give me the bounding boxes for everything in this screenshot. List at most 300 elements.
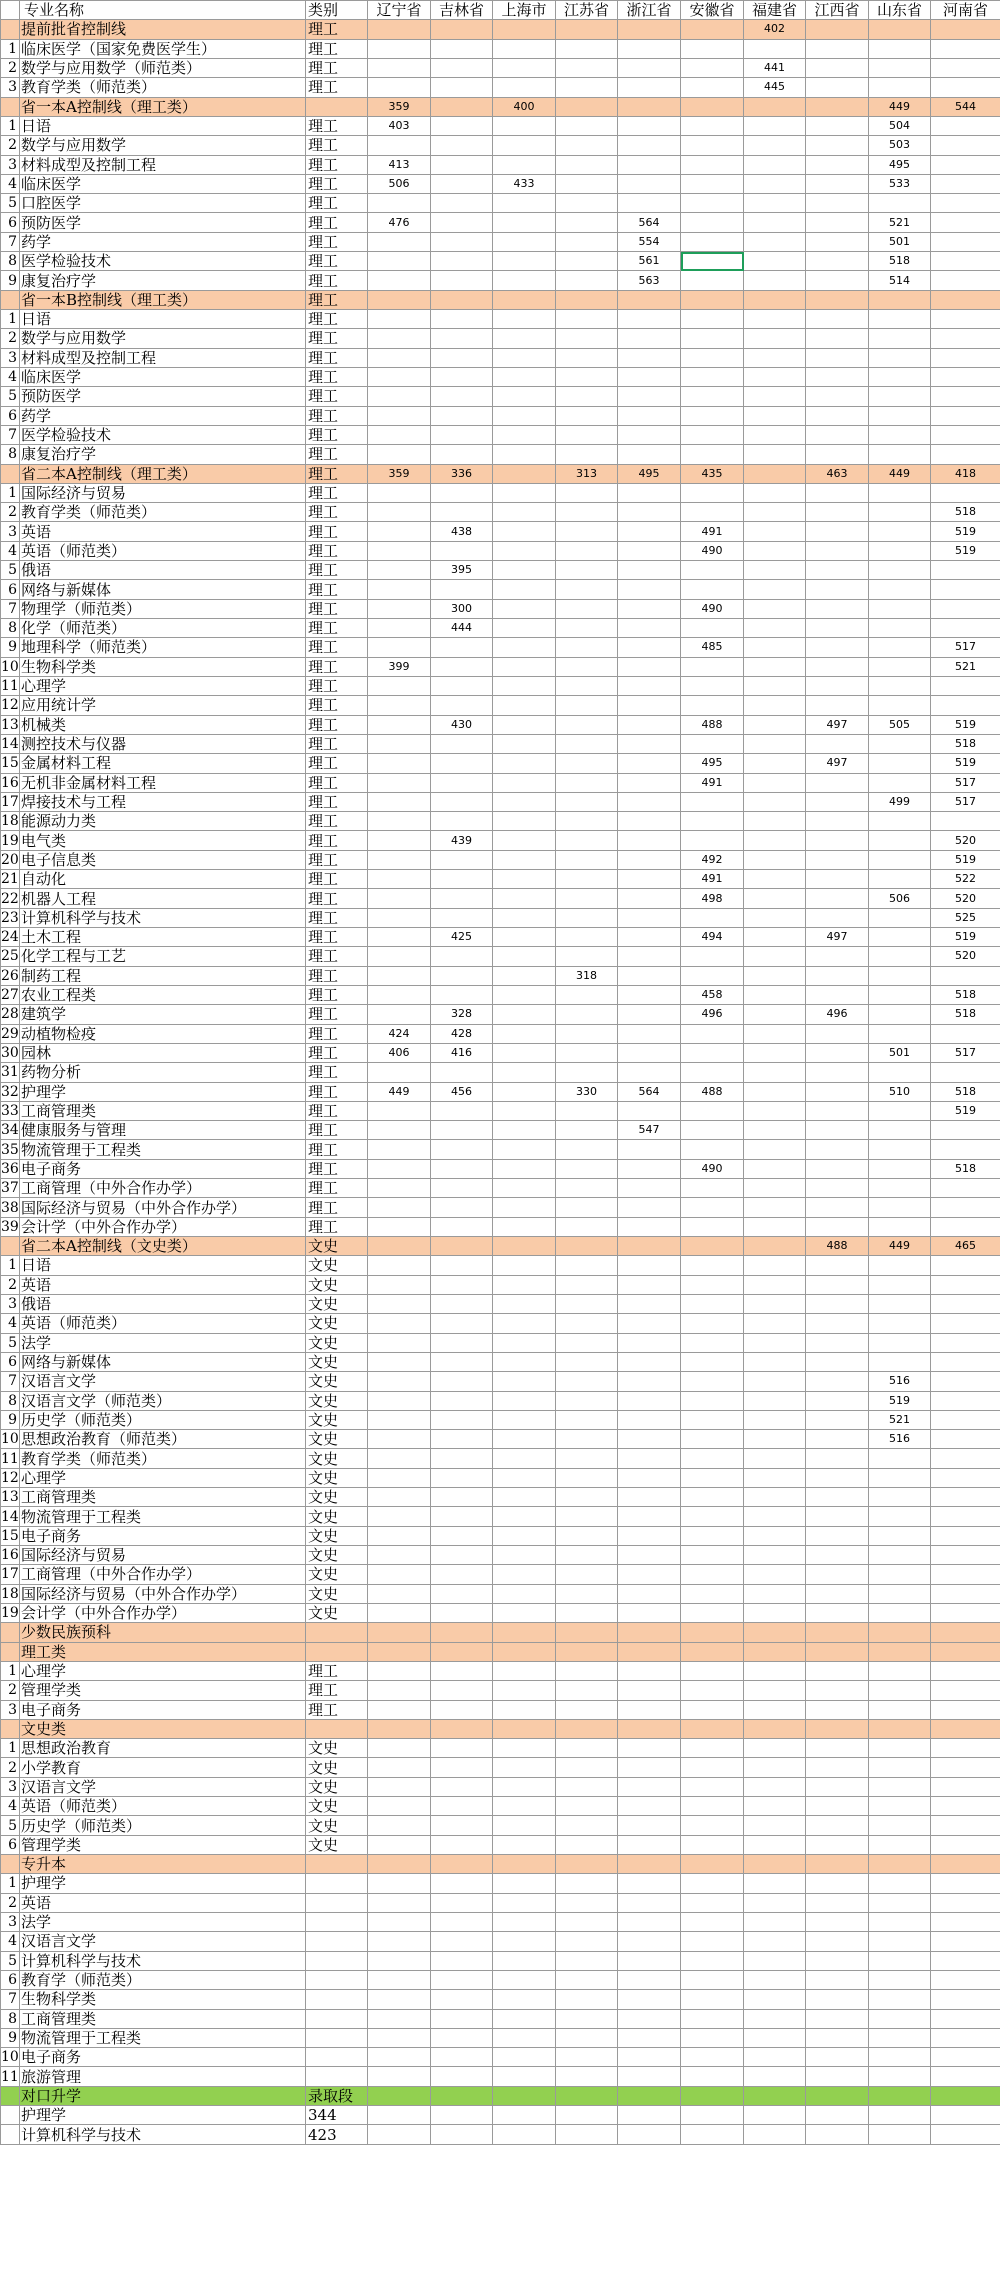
score-cell[interactable]: 445 — [744, 78, 806, 97]
score-cell[interactable] — [431, 155, 493, 174]
category-cell[interactable] — [306, 2067, 368, 2086]
score-cell[interactable] — [681, 387, 744, 406]
major-name-cell[interactable]: 英语（师范类） — [20, 541, 306, 560]
score-cell[interactable]: 564 — [618, 1082, 681, 1101]
score-cell[interactable] — [744, 2028, 806, 2047]
score-cell[interactable] — [931, 252, 1000, 271]
score-cell[interactable] — [493, 406, 556, 425]
score-cell[interactable] — [931, 1758, 1000, 1777]
score-cell[interactable] — [931, 1719, 1000, 1738]
score-cell[interactable] — [618, 541, 681, 560]
score-cell[interactable] — [681, 1681, 744, 1700]
row-number-cell[interactable]: 2 — [1, 1893, 20, 1912]
row-number-cell[interactable]: 1 — [1, 1739, 20, 1758]
score-cell[interactable] — [368, 908, 431, 927]
score-cell[interactable] — [368, 1835, 431, 1854]
row-number-cell[interactable]: 11 — [1, 2068, 19, 2085]
major-name-cell[interactable]: 电气类 — [20, 831, 306, 850]
score-cell[interactable] — [368, 1314, 431, 1333]
major-name-cell[interactable]: 国际经济与贸易（中外合作办学） — [20, 1584, 306, 1603]
score-cell[interactable] — [618, 1314, 681, 1333]
score-cell[interactable] — [931, 116, 1000, 135]
score-cell[interactable] — [869, 599, 931, 618]
score-cell[interactable] — [431, 1951, 493, 1970]
score-cell[interactable] — [681, 1719, 744, 1738]
score-cell[interactable] — [556, 1352, 618, 1371]
score-cell[interactable] — [806, 1101, 869, 1120]
score-cell[interactable] — [806, 1719, 869, 1738]
score-cell[interactable] — [368, 522, 431, 541]
score-cell[interactable] — [681, 792, 744, 811]
score-cell[interactable] — [431, 271, 493, 290]
score-cell[interactable] — [681, 483, 744, 502]
row-number-cell[interactable] — [1, 464, 20, 483]
score-cell[interactable] — [744, 1777, 806, 1796]
score-cell[interactable] — [368, 1005, 431, 1024]
score-cell[interactable]: 544 — [931, 97, 1000, 116]
score-cell[interactable] — [493, 271, 556, 290]
row-number-cell[interactable]: 36 — [1, 1160, 19, 1177]
score-cell[interactable] — [431, 1101, 493, 1120]
category-cell[interactable]: 文史 — [306, 1758, 368, 1777]
score-cell[interactable] — [806, 1179, 869, 1198]
score-cell[interactable] — [556, 78, 618, 97]
score-cell[interactable] — [556, 503, 618, 522]
score-cell[interactable] — [681, 676, 744, 695]
score-cell[interactable] — [556, 831, 618, 850]
score-cell[interactable] — [368, 194, 431, 213]
score-cell[interactable] — [556, 541, 618, 560]
major-name-cell[interactable]: 临床医学（国家免费医学生） — [20, 39, 306, 58]
row-number-cell[interactable]: 1 — [1, 1661, 20, 1680]
score-cell[interactable] — [618, 734, 681, 753]
major-name-cell[interactable]: 汉语言文学 — [20, 1372, 306, 1391]
score-cell[interactable]: 517 — [931, 1043, 1000, 1062]
category-cell[interactable]: 理工 — [306, 831, 368, 850]
category-cell[interactable]: 理工 — [306, 290, 368, 309]
score-cell[interactable] — [869, 1024, 931, 1043]
score-cell[interactable] — [368, 1739, 431, 1758]
score-cell[interactable] — [556, 2125, 618, 2144]
score-cell[interactable] — [493, 1565, 556, 1584]
row-number-cell[interactable]: 21 — [1, 871, 19, 888]
category-cell[interactable]: 理工 — [306, 39, 368, 58]
score-cell[interactable] — [744, 1256, 806, 1275]
score-cell[interactable] — [368, 20, 431, 39]
score-cell[interactable] — [744, 870, 806, 889]
score-cell[interactable] — [931, 329, 1000, 348]
score-cell[interactable] — [493, 1449, 556, 1468]
score-cell[interactable] — [368, 78, 431, 97]
row-number-cell[interactable]: 27 — [1, 987, 19, 1004]
header-province[interactable]: 辽宁省 — [368, 1, 431, 20]
score-cell[interactable]: 328 — [431, 1005, 493, 1024]
major-name-cell[interactable]: 药学 — [20, 406, 306, 425]
score-cell[interactable] — [869, 676, 931, 695]
score-cell[interactable] — [931, 483, 1000, 502]
score-cell[interactable] — [368, 1912, 431, 1931]
section-title-cell[interactable]: 省一本A控制线（理工类） — [20, 97, 306, 116]
score-cell[interactable] — [681, 1584, 744, 1603]
score-cell[interactable] — [431, 734, 493, 753]
row-number-cell[interactable]: 14 — [1, 1508, 19, 1525]
score-cell[interactable] — [806, 599, 869, 618]
score-cell[interactable] — [493, 155, 556, 174]
score-cell[interactable] — [806, 348, 869, 367]
score-cell[interactable] — [681, 97, 744, 116]
score-cell[interactable] — [618, 1372, 681, 1391]
major-name-cell[interactable]: 电子商务 — [20, 1526, 306, 1545]
score-cell[interactable] — [869, 1063, 931, 1082]
score-cell[interactable] — [806, 1835, 869, 1854]
score-cell[interactable] — [493, 1661, 556, 1680]
score-cell[interactable] — [368, 445, 431, 464]
row-number-cell[interactable]: 6 — [1, 580, 20, 599]
score-cell[interactable] — [431, 136, 493, 155]
score-cell[interactable] — [368, 1101, 431, 1120]
major-name-cell[interactable]: 管理学类 — [20, 1681, 306, 1700]
score-cell[interactable] — [368, 1410, 431, 1429]
category-cell[interactable]: 理工 — [306, 425, 368, 444]
score-cell[interactable] — [493, 2048, 556, 2067]
score-cell[interactable] — [806, 1661, 869, 1680]
score-cell[interactable] — [618, 1584, 681, 1603]
score-cell[interactable]: 497 — [806, 715, 869, 734]
score-cell[interactable] — [556, 290, 618, 309]
score-cell[interactable] — [806, 619, 869, 638]
score-cell[interactable] — [493, 734, 556, 753]
score-cell[interactable] — [681, 445, 744, 464]
category-cell[interactable]: 理工 — [306, 696, 368, 715]
score-cell[interactable] — [744, 1719, 806, 1738]
score-cell[interactable] — [806, 1874, 869, 1893]
score-cell[interactable]: 521 — [931, 657, 1000, 676]
score-cell[interactable] — [618, 792, 681, 811]
category-cell[interactable]: 理工 — [306, 194, 368, 213]
section-title-cell[interactable]: 少数民族预科 — [20, 1623, 306, 1642]
score-cell[interactable] — [681, 1855, 744, 1874]
score-cell[interactable] — [931, 1777, 1000, 1796]
score-cell[interactable] — [618, 966, 681, 985]
score-cell[interactable] — [431, 1430, 493, 1449]
score-cell[interactable] — [618, 20, 681, 39]
score-cell[interactable] — [556, 155, 618, 174]
score-cell[interactable] — [869, 2106, 931, 2125]
score-cell[interactable] — [681, 908, 744, 927]
score-cell[interactable] — [681, 1797, 744, 1816]
score-cell[interactable]: 516 — [869, 1430, 931, 1449]
major-name-cell[interactable]: 心理学 — [20, 1661, 306, 1680]
score-cell[interactable] — [431, 1179, 493, 1198]
score-cell[interactable] — [869, 1739, 931, 1758]
score-cell[interactable] — [493, 1932, 556, 1951]
score-cell[interactable] — [493, 561, 556, 580]
major-name-cell[interactable]: 英语（师范类） — [20, 1314, 306, 1333]
score-cell[interactable] — [931, 155, 1000, 174]
major-name-cell[interactable]: 电子商务 — [20, 2048, 306, 2067]
score-cell[interactable] — [431, 1777, 493, 1796]
score-cell[interactable] — [931, 1816, 1000, 1835]
score-cell[interactable] — [431, 1294, 493, 1313]
score-cell[interactable] — [368, 1526, 431, 1545]
score-cell[interactable] — [806, 1970, 869, 1989]
score-cell[interactable] — [556, 2028, 618, 2047]
score-cell[interactable] — [618, 908, 681, 927]
score-cell[interactable] — [431, 194, 493, 213]
score-cell[interactable] — [368, 2106, 431, 2125]
score-cell[interactable] — [744, 1932, 806, 1951]
header-category[interactable]: 类别 — [306, 1, 368, 20]
score-cell[interactable] — [806, 39, 869, 58]
score-cell[interactable] — [431, 290, 493, 309]
score-cell[interactable] — [806, 310, 869, 329]
category-cell[interactable]: 理工 — [306, 155, 368, 174]
row-number-cell[interactable]: 1 — [1, 483, 20, 502]
score-cell[interactable] — [368, 1797, 431, 1816]
major-name-cell[interactable]: 电子商务 — [20, 1700, 306, 1719]
score-cell[interactable]: 428 — [431, 1024, 493, 1043]
major-name-cell[interactable]: 教育学类（师范类） — [20, 503, 306, 522]
row-number-cell[interactable]: 32 — [1, 1083, 19, 1100]
score-cell[interactable] — [869, 1159, 931, 1178]
score-cell[interactable]: 517 — [931, 638, 1000, 657]
score-cell[interactable] — [368, 1217, 431, 1236]
row-number-cell[interactable]: 2 — [1, 58, 20, 77]
score-cell[interactable] — [744, 1893, 806, 1912]
score-cell[interactable] — [431, 1063, 493, 1082]
category-cell[interactable]: 文史 — [306, 1449, 368, 1468]
score-cell[interactable] — [931, 1739, 1000, 1758]
section-title-cell[interactable]: 理工类 — [20, 1642, 306, 1661]
score-cell[interactable] — [431, 39, 493, 58]
score-cell[interactable] — [806, 889, 869, 908]
score-cell[interactable] — [431, 850, 493, 869]
score-cell[interactable] — [431, 889, 493, 908]
row-number-cell[interactable]: 29 — [1, 1025, 19, 1042]
score-cell[interactable] — [869, 1681, 931, 1700]
score-cell[interactable] — [681, 2067, 744, 2086]
score-cell[interactable] — [806, 1449, 869, 1468]
score-cell[interactable] — [806, 1063, 869, 1082]
major-name-cell[interactable]: 医学检验技术 — [20, 252, 306, 271]
score-cell[interactable] — [368, 850, 431, 869]
major-name-cell[interactable]: 电子商务 — [20, 1159, 306, 1178]
score-cell[interactable] — [431, 1121, 493, 1140]
score-cell[interactable] — [806, 116, 869, 135]
score-cell[interactable]: 488 — [681, 715, 744, 734]
score-cell[interactable] — [618, 116, 681, 135]
score-cell[interactable] — [744, 1391, 806, 1410]
score-cell[interactable]: 402 — [744, 20, 806, 39]
score-cell[interactable] — [806, 831, 869, 850]
score-cell[interactable] — [931, 1488, 1000, 1507]
category-cell[interactable]: 理工 — [306, 136, 368, 155]
category-cell[interactable]: 理工 — [306, 445, 368, 464]
score-cell[interactable] — [618, 2048, 681, 2067]
score-cell[interactable] — [493, 290, 556, 309]
score-cell[interactable]: 497 — [806, 928, 869, 947]
score-cell[interactable] — [806, 2028, 869, 2047]
score-cell[interactable] — [556, 2106, 618, 2125]
score-cell[interactable] — [806, 676, 869, 695]
score-cell[interactable] — [744, 1526, 806, 1545]
score-cell[interactable] — [806, 406, 869, 425]
score-cell[interactable] — [869, 619, 931, 638]
score-cell[interactable] — [806, 1797, 869, 1816]
score-cell[interactable]: 476 — [368, 213, 431, 232]
score-cell[interactable] — [556, 985, 618, 1004]
score-cell[interactable]: 395 — [431, 561, 493, 580]
score-cell[interactable] — [869, 290, 931, 309]
score-cell[interactable] — [618, 831, 681, 850]
score-cell[interactable] — [744, 1855, 806, 1874]
category-cell[interactable]: 理工 — [306, 1101, 368, 1120]
score-cell[interactable] — [869, 1951, 931, 1970]
score-cell[interactable] — [493, 367, 556, 386]
score-cell[interactable]: 518 — [869, 252, 931, 271]
row-number-cell[interactable]: 6 — [1, 1970, 20, 1989]
score-cell[interactable] — [681, 1565, 744, 1584]
major-name-cell[interactable]: 临床医学 — [20, 174, 306, 193]
score-cell[interactable] — [931, 348, 1000, 367]
score-cell[interactable] — [618, 1024, 681, 1043]
major-name-cell[interactable]: 网络与新媒体 — [20, 580, 306, 599]
score-cell[interactable] — [618, 1623, 681, 1642]
score-cell[interactable] — [869, 1256, 931, 1275]
score-cell[interactable] — [618, 2106, 681, 2125]
score-cell[interactable] — [368, 1951, 431, 1970]
score-cell[interactable] — [681, 1816, 744, 1835]
score-cell[interactable] — [368, 1488, 431, 1507]
score-cell[interactable] — [431, 367, 493, 386]
score-cell[interactable] — [431, 78, 493, 97]
major-name-cell[interactable]: 物流管理于工程类 — [20, 2028, 306, 2047]
score-cell[interactable] — [744, 329, 806, 348]
score-cell[interactable] — [556, 1314, 618, 1333]
score-cell[interactable] — [431, 483, 493, 502]
score-cell[interactable] — [869, 1294, 931, 1313]
major-name-cell[interactable]: 护理学 — [20, 1082, 306, 1101]
score-cell[interactable] — [806, 1990, 869, 2009]
score-cell[interactable] — [431, 908, 493, 927]
category-cell[interactable]: 344 — [306, 2106, 368, 2125]
score-cell[interactable] — [368, 812, 431, 831]
score-cell[interactable]: 496 — [681, 1005, 744, 1024]
score-cell[interactable] — [556, 1468, 618, 1487]
score-cell[interactable] — [744, 116, 806, 135]
score-cell[interactable] — [493, 445, 556, 464]
row-number-cell[interactable] — [1, 20, 20, 39]
score-cell[interactable] — [556, 1121, 618, 1140]
score-cell[interactable] — [493, 792, 556, 811]
score-cell[interactable] — [681, 271, 744, 290]
score-cell[interactable] — [681, 232, 744, 251]
score-cell[interactable] — [806, 2125, 869, 2144]
major-name-cell[interactable]: 计算机科学与技术 — [20, 2125, 306, 2144]
score-cell[interactable] — [869, 638, 931, 657]
score-cell[interactable] — [431, 252, 493, 271]
row-number-cell[interactable]: 1 — [1, 310, 20, 329]
category-cell[interactable] — [306, 2028, 368, 2047]
category-cell[interactable]: 理工 — [306, 657, 368, 676]
score-cell[interactable] — [744, 1449, 806, 1468]
score-cell[interactable] — [744, 1488, 806, 1507]
score-cell[interactable] — [368, 1179, 431, 1198]
score-cell[interactable] — [806, 387, 869, 406]
score-cell[interactable] — [368, 1777, 431, 1796]
row-number-cell[interactable] — [1, 1719, 20, 1738]
score-cell[interactable]: 330 — [556, 1082, 618, 1101]
row-number-cell[interactable]: 13 — [1, 716, 19, 733]
score-cell[interactable] — [556, 1043, 618, 1062]
score-cell[interactable] — [493, 928, 556, 947]
score-cell[interactable] — [681, 1333, 744, 1352]
score-cell[interactable] — [806, 1603, 869, 1622]
row-number-cell[interactable] — [1, 97, 20, 116]
score-cell[interactable] — [556, 174, 618, 193]
score-cell[interactable] — [556, 1797, 618, 1816]
score-cell[interactable]: 497 — [806, 754, 869, 773]
score-cell[interactable]: 510 — [869, 1082, 931, 1101]
score-cell[interactable] — [618, 599, 681, 618]
score-cell[interactable] — [806, 1430, 869, 1449]
score-cell[interactable] — [556, 1410, 618, 1429]
category-cell[interactable]: 理工 — [306, 773, 368, 792]
score-cell[interactable] — [618, 1333, 681, 1352]
category-cell[interactable]: 理工 — [306, 271, 368, 290]
row-number-cell[interactable]: 7 — [1, 599, 20, 618]
score-cell[interactable] — [368, 1565, 431, 1584]
score-cell[interactable] — [368, 773, 431, 792]
score-cell[interactable] — [431, 1217, 493, 1236]
score-cell[interactable] — [556, 947, 618, 966]
score-cell[interactable] — [869, 966, 931, 985]
category-cell[interactable]: 理工 — [306, 1043, 368, 1062]
score-cell[interactable] — [618, 1294, 681, 1313]
score-cell[interactable] — [931, 425, 1000, 444]
score-cell[interactable] — [744, 676, 806, 695]
score-cell[interactable] — [744, 1816, 806, 1835]
score-cell[interactable]: 518 — [931, 1159, 1000, 1178]
selected-score-cell[interactable] — [681, 252, 744, 271]
score-cell[interactable]: 518 — [931, 503, 1000, 522]
score-cell[interactable] — [493, 522, 556, 541]
score-cell[interactable] — [556, 1565, 618, 1584]
score-cell[interactable] — [556, 1430, 618, 1449]
score-cell[interactable] — [806, 1932, 869, 1951]
score-cell[interactable] — [931, 1024, 1000, 1043]
score-cell[interactable] — [931, 1179, 1000, 1198]
category-cell[interactable]: 文史 — [306, 1468, 368, 1487]
score-cell[interactable] — [618, 1526, 681, 1545]
score-cell[interactable] — [744, 271, 806, 290]
score-cell[interactable] — [431, 2125, 493, 2144]
score-cell[interactable] — [681, 1758, 744, 1777]
score-cell[interactable] — [368, 2028, 431, 2047]
score-cell[interactable] — [431, 329, 493, 348]
score-cell[interactable] — [744, 2009, 806, 2028]
score-cell[interactable] — [556, 1661, 618, 1680]
score-cell[interactable] — [368, 367, 431, 386]
score-cell[interactable] — [431, 1970, 493, 1989]
major-name-cell[interactable]: 口腔医学 — [20, 194, 306, 213]
score-cell[interactable] — [869, 1893, 931, 1912]
score-cell[interactable] — [368, 1372, 431, 1391]
row-number-cell[interactable]: 19 — [1, 1605, 19, 1622]
score-cell[interactable] — [431, 1603, 493, 1622]
score-cell[interactable] — [556, 1700, 618, 1719]
score-cell[interactable]: 491 — [681, 773, 744, 792]
